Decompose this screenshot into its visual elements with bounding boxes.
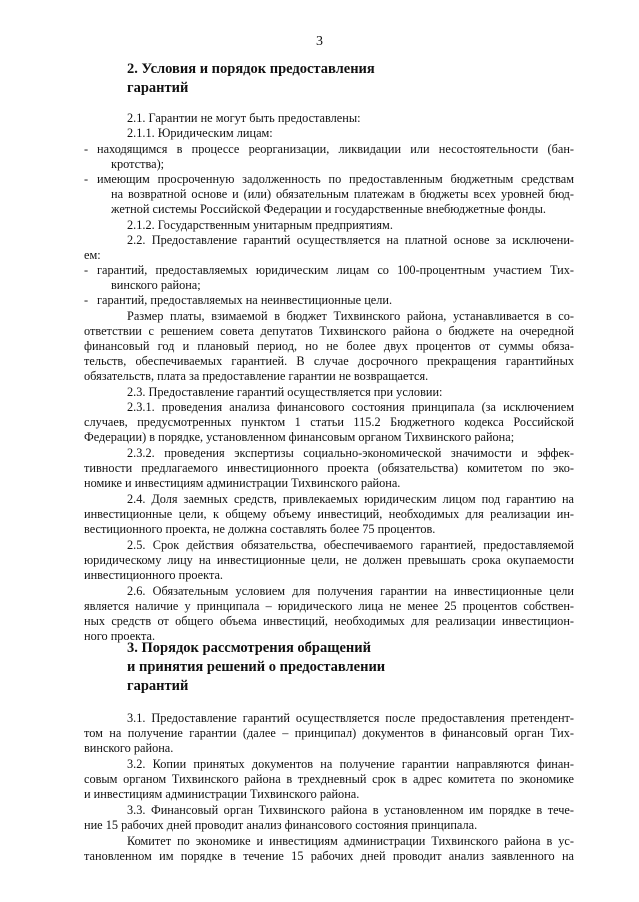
paragraph-line: и инвестициям администрации Тихвинского района.: [84, 787, 360, 801]
bullet-line: на возвратной основе и (или) обязательным платежам в бюджеты всех уровней бюд-: [111, 187, 574, 201]
paragraph-line: 2.5. Срок действия обязательства, обеспечиваемого гарантией, предоставляемой: [127, 538, 574, 552]
paragraph-line: случаев, предусмотренных пунктом 1 статьи 115.2 Бюджетного кодекса Российской: [84, 415, 574, 429]
paragraph-line: ного проекта.: [84, 629, 156, 643]
paragraph-line: ем:: [84, 248, 101, 262]
section-2-heading-line-1: 2. Условия и порядок предоставления: [127, 61, 375, 77]
bullet-dash: -: [84, 172, 89, 186]
paragraph-line: 2.1. Гарантии не могут быть предоставлены:: [127, 111, 361, 125]
paragraph-line: вестиционного проекта, не должна составлять более 75 процентов.: [84, 522, 436, 536]
paragraph-line: Федерации) в порядке, установленном финансовым органом Тихвинского района;: [84, 430, 515, 444]
bullet-dash: -: [84, 263, 89, 277]
paragraph-line: финансовый год и плановый период, но не более двух процентов от суммы обяза-: [84, 339, 574, 353]
paragraph-line: 2.3. Предоставление гарантий осуществляется при условии:: [127, 385, 443, 399]
section-3-heading-line-1: 3. Порядок рассмотрения обращений: [127, 640, 371, 656]
bullet-line: кротства);: [111, 157, 165, 171]
bullet-line: имеющим просроченную задолженность по предоставленным бюджетным средствам: [97, 172, 574, 186]
paragraph-line: совым органом Тихвинского района в трехдневный срок в адрес комитета по экономике: [84, 772, 574, 786]
bullet-line: находящимся в процессе реорганизации, ликвидации или несостоятельности (бан-: [97, 142, 574, 156]
paragraph-line: ных средств от общего объема инвестиций, необходимых для реализации инвестицион-: [84, 614, 574, 628]
paragraph-line: 2.4. Доля заемных средств, привлекаемых юридическим лицом под гарантию на: [127, 492, 574, 506]
paragraph-line: 2.1.1. Юридическим лицам:: [127, 126, 273, 140]
paragraph-line: 2.3.2. проведения экспертизы социально-экономической значимости и эффек-: [127, 446, 574, 460]
paragraph-line: Размер платы, взимаемой в бюджет Тихвинского района, устанавливается в со-: [127, 309, 574, 323]
paragraph-line: том на получение гарантии (далее – принципал) документов в финансовый орган Тих-: [84, 726, 574, 740]
paragraph-line: 2.3.1. проведения анализа финансового состояния принципала (за исключением: [127, 400, 574, 414]
paragraph-line: тельств, обеспечиваемых гарантией. В случае досрочного прекращения гарантийных: [84, 354, 574, 368]
bullet-line: гарантий, предоставляемых на неинвестиционные цели.: [97, 293, 393, 307]
paragraph-line: номике и инвестициям администрации Тихвинского района.: [84, 476, 401, 490]
section-3-heading-line-2: и принятия решений о предоставлении: [127, 659, 386, 675]
paragraph-line: 2.1.2. Государственным унитарным предприятиям.: [127, 218, 393, 232]
paragraph-line: 2.2. Предоставление гарантий осуществляется на платной основе за исключени-: [127, 233, 574, 247]
section-2-heading-line-2: гарантий: [127, 80, 189, 96]
bullet-dash: -: [84, 293, 89, 307]
paragraph-line: обязательств, плата за предоставление гарантии не возвращается.: [84, 369, 429, 383]
section-3-heading-line-3: гарантий: [127, 678, 189, 694]
paragraph-line: Комитет по экономике и инвестициям администрации Тихвинского района в ус-: [127, 834, 574, 848]
paragraph-line: 3.1. Предоставление гарантий осуществляется после предоставления претендент-: [127, 711, 574, 725]
paragraph-line: 2.6. Обязательным условием для получения гарантии на инвестиционные цели: [127, 584, 574, 598]
paragraph-line: тивности предлагаемого инвестиционного проекта (обязательства) комитетом по эко-: [84, 461, 574, 475]
bullet-line: жетной системы Российской Федерации и государственные внебюджетные фонды.: [111, 202, 546, 216]
page-number: 3: [316, 34, 323, 49]
paragraph-line: является наличие у принципала – юридического лица не менее 25 процентов собствен-: [84, 599, 574, 613]
bullet-line: гарантий, предоставляемых юридическим лицам со 100-процентным участием Тих-: [97, 263, 574, 277]
paragraph-line: тановленном им порядке в течение 15 рабочих дней проводит анализ заявленного на: [84, 849, 574, 863]
paragraph-line: ние 15 рабочих дней проводит анализ финансового состояния принципала.: [84, 818, 478, 832]
paragraph-line: юридическому лицу на инвестиционные цели, не должен превышать срока окупаемости: [84, 553, 574, 567]
paragraph-line: 3.3. Финансовый орган Тихвинского района в установленном им порядке в тече-: [127, 803, 574, 817]
paragraph-line: инвестиционного проекта.: [84, 568, 224, 582]
paragraph-line: 3.2. Копии принятых документов на получение гарантии направляются финан-: [127, 757, 574, 771]
paragraph-line: винского района.: [84, 741, 174, 755]
bullet-dash: -: [84, 142, 89, 156]
bullet-line: винского района;: [111, 278, 201, 292]
paragraph-line: инвестиционные цели, к общему объему инвестиций, необходимых для реализации ин-: [84, 507, 574, 521]
paragraph-line: ответствии с решением совета депутатов Тихвинского района о бюджете на очередной: [84, 324, 574, 338]
